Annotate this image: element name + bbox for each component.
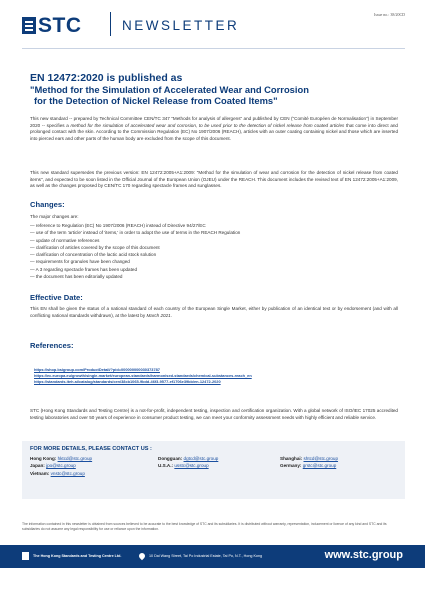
change-item: — A 3 regarding spectacle frames has been updated bbox=[30, 266, 138, 272]
changes-intro: The major changes are: bbox=[30, 214, 79, 219]
stc-logo bbox=[22, 15, 82, 36]
change-item: — update of normative references bbox=[30, 237, 100, 243]
stc-logo-icon bbox=[22, 17, 36, 34]
effective-date-emphasis: March 2021 bbox=[146, 312, 171, 318]
article-title bbox=[30, 72, 400, 106]
stc-logo-text: STC bbox=[38, 14, 82, 37]
footer-company-name: The Hong Kong Standards and Testing Centre Ltd. bbox=[33, 553, 122, 558]
change-item: — clarification of concentration of the lactic acid stock solution bbox=[30, 252, 157, 258]
change-item: — clarification of articles covered by the scope of this document bbox=[30, 244, 160, 250]
disclaimer-text: The information contained in this newsletter is obtained from sources believed to be accurate to the best knowledge of STC and its subsidiaries. It is distributed without warranty, representation, inducement or licence of any kind and STC and its subsidiaries do not assume any legal responsibility for use or reliance upon the information. bbox=[22, 522, 387, 531]
contact-vietnam bbox=[30, 471, 158, 477]
article-title-line-1: EN 12472:2020 is published as bbox=[30, 72, 183, 84]
contact-label: Dongguan: bbox=[158, 456, 183, 461]
contact-grid bbox=[30, 456, 397, 477]
references-heading: References: bbox=[30, 341, 74, 350]
changes-heading: Changes: bbox=[30, 200, 65, 209]
email-link-germany[interactable]: grstc@stc.group bbox=[302, 463, 337, 469]
contact-label: Vietnam: bbox=[30, 470, 50, 476]
footer-bar bbox=[0, 545, 425, 568]
contact-heading: FOR MORE DETAILS, PLEASE CONTACT US : bbox=[30, 446, 152, 452]
contact-label: Japan: bbox=[30, 463, 45, 469]
contact-label: Hong Kong: bbox=[30, 456, 57, 461]
intro-text-1: This new standard -- prepared by Technical Committee CEN/TC 347 "Methods for analysis of allergens" and published by CEN ("Comité Européen de Normalisation") in September 2020 -- specifies a bbox=[30, 116, 398, 128]
changes-list bbox=[30, 222, 398, 280]
newsletter-title: NEWSLETTER bbox=[122, 18, 240, 33]
website-link[interactable]: www.stc.group bbox=[324, 549, 403, 561]
change-item: — the document has been editorially updated bbox=[30, 274, 123, 280]
references-box bbox=[30, 364, 398, 400]
intro-text-2: that come into direct and prolonged contact with the skin. According to the Commission Regulation (EC) No 1907/2006 (REACH), articles with an outer coating containing nickel and those which are inserted into pierced ears and other parts of the human body are excluded from the scope of this document. bbox=[30, 122, 398, 141]
article-title-line-3: for the Detection of Nickel Release from Coated Items" bbox=[34, 95, 278, 106]
issue-number: Issue no.: 38/20CD bbox=[374, 12, 405, 17]
header-divider bbox=[110, 12, 111, 36]
effective-date-paragraph bbox=[30, 306, 398, 319]
reference-link-bsi[interactable]: https://shop.bsigroup.com/ProductDetail/?pid=000000000030373787 bbox=[34, 367, 160, 372]
effective-text-1: This EN shall be given the status of a national standard of each country of the European Single Market, either by publication of an identical text or by endorsement (and with all conflicting national standards withdrawn), at the latest by bbox=[30, 306, 398, 318]
contact-dongguan bbox=[158, 456, 280, 462]
change-item: — use of the term 'article' instead of 'items,' in order to adopt the use of terms in the REACH Regulation bbox=[30, 230, 241, 236]
supersedes-paragraph: This new standard supersedes the previous version: EN 12472:2005+A1:2009: "Method for the simulation of wear and corrosion for the detection of nickel release from coated items", and expected to be soon listed in the Official Journal of the European Union (OJEU) under the REACH. This document includes the revised text of EN 12472:2005+A1:2009, as well as the changes proposed by CEN/TC 170 regarding spectacle frames and sunglasses. bbox=[30, 170, 398, 188]
email-link-vietnam[interactable]: vnstc@stc.group bbox=[50, 470, 85, 476]
email-link-shanghai[interactable]: shtcd@stc.group bbox=[303, 456, 339, 461]
stc-footer-logo-icon bbox=[22, 552, 29, 560]
about-stc-paragraph: STC (Hong Kong Standards and Testing Centre) is a not-for-profit, independent testing, inspection and certification organization. With a global network of ISO/IEC 17025 accredited testing laboratories and over 50 years of experience in consumer product testing, we can meet your conformity assessment needs with highly efficient and reliable service. bbox=[30, 408, 398, 420]
contact-japan bbox=[30, 463, 158, 469]
article-title-line-2: "Method for the Simulation of Accelerated Wear and Corrosion bbox=[30, 84, 309, 95]
contact-label: U.S.A.: bbox=[158, 463, 174, 469]
contact-hong-kong bbox=[30, 456, 158, 462]
reference-link-ec-europa[interactable]: https://ec.europa.eu/growth/single-market/european-standards/harmonised-standards/chemical-substances-reach_en bbox=[34, 373, 252, 379]
change-item: — requirements for granules have been changed bbox=[30, 259, 130, 265]
contact-germany bbox=[280, 463, 400, 469]
intro-text-emphasis: method for the simulation of accelerated wear and corrosion, to be used prior to the detection of nickel release from coated articles bbox=[70, 122, 345, 128]
email-link-japan[interactable]: jpo@stc.group bbox=[46, 463, 76, 469]
effective-date-heading: Effective Date: bbox=[30, 293, 83, 302]
contact-shanghai bbox=[280, 456, 400, 462]
email-link-usa[interactable]: usstc@stc.group bbox=[174, 463, 209, 469]
change-item: — reference to Regulation (EC) No 1907/2006 (REACH) instead of Directive 94/27/EC bbox=[30, 223, 206, 228]
effective-text-2: . bbox=[170, 312, 172, 318]
intro-paragraph bbox=[30, 116, 398, 142]
contact-label: Germany: bbox=[280, 463, 302, 469]
footer-address: 10 Dai Wang Street, Tai Po Industrial Estate, Tai Po, N.T., Hong Kong bbox=[149, 553, 263, 558]
email-link-hong-kong[interactable]: hktcd@stc.group bbox=[57, 456, 93, 461]
newsletter-header bbox=[0, 0, 425, 58]
location-pin-icon bbox=[138, 551, 146, 559]
header-rule bbox=[22, 48, 405, 49]
reference-link-iteh[interactable]: https://standards.iteh.ai/catalog/standards/cen/38cb1065-9bdd-46f3-9577-ef1706e39bb/en-12472-2020 bbox=[34, 379, 221, 385]
contact-usa bbox=[158, 463, 280, 469]
email-link-dongguan[interactable]: dgtcd@stc.group bbox=[183, 456, 219, 461]
contact-box bbox=[22, 441, 405, 499]
contact-label: Shanghai: bbox=[280, 456, 303, 461]
